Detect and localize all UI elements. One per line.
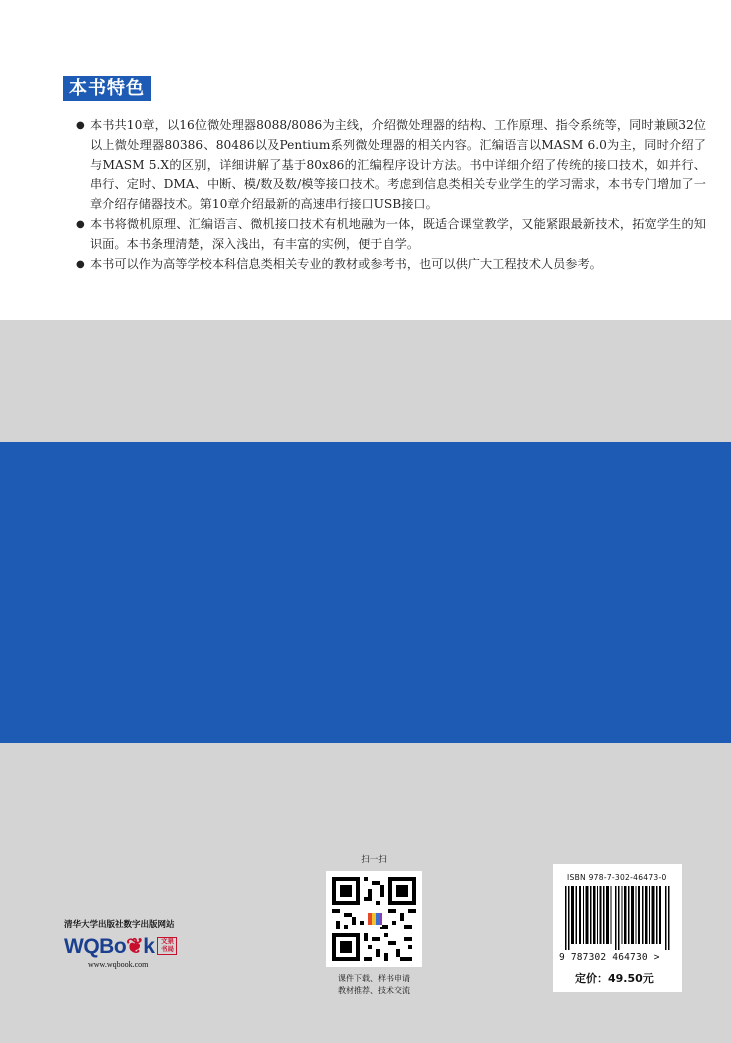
logo-wordmark: WQBo❦k — [64, 934, 155, 958]
publisher-block — [64, 918, 204, 969]
publisher-name: 清华大学出版社数字出版网站 — [64, 920, 175, 930]
feature-item — [76, 116, 706, 215]
publisher-logo — [64, 934, 204, 958]
bullet-icon: ● — [76, 218, 85, 230]
gray-band — [0, 320, 731, 442]
feature-text: 本书共10章，以16位微处理器8088/8086为主线，介绍微处理器的结构、工作原理、指令系统等，同时兼顾32位以上微处理器80386、80486以及Pentium系列微处理器的相关内容。汇编语言以MASM 6.0为主，同时介绍了与MASM 5.X的区别，详细讲解了基于80x86的汇编程序设计方法。书中详细介绍了传统的接口技术，如并行、串行、定时、DMA、中断、模/数及数/模等接口技术。考虑到信息类相关专业学生的学习需求，本书专门增加了一章介绍存储器技术。第10章介绍最新的高速串行接口USB接口。 — [90, 118, 706, 212]
features-section — [0, 0, 731, 320]
price-label: 定价：49.50元 — [575, 972, 654, 985]
feature-item — [76, 215, 706, 255]
feature-text: 本书可以作为高等学校本科信息类相关专业的教材或参考书，也可以供广大工程技术人员参考。 — [90, 256, 602, 271]
publisher-url[interactable]: www.wqbook.com — [88, 960, 149, 969]
qr-block — [318, 853, 430, 997]
qr-caption-line: 教材推荐、技术交流 — [338, 986, 410, 995]
section-heading: 本书特色 — [63, 76, 151, 101]
bullet-icon: ● — [76, 120, 85, 131]
qr-scan-label: 扫一扫 — [361, 855, 387, 865]
isbn-digits: 9 787302 464730 > — [559, 952, 660, 963]
feature-text: 本书将微机原理、汇编语言、微机接口技术有机地融为一体，既适合课堂教学，又能紧跟最新技术，拓宽学生的知识面。本书条理清楚，深入浅出，有丰富的实例，便于自学。 — [90, 216, 706, 251]
qr-caption — [318, 973, 430, 997]
blue-band — [0, 442, 731, 743]
isbn-barcode-block — [553, 864, 682, 992]
qr-code-icon[interactable] — [326, 871, 422, 967]
feature-item — [76, 255, 706, 275]
qr-caption-line: 课件下载、样书申请 — [338, 974, 410, 983]
isbn-label: ISBN 978-7-302-46473-0 — [567, 873, 667, 882]
feature-list — [76, 116, 706, 274]
barcode-icon — [565, 886, 671, 950]
bullet-icon: ● — [76, 258, 85, 270]
logo-seal-icon: 文泉 书局 — [157, 937, 177, 955]
